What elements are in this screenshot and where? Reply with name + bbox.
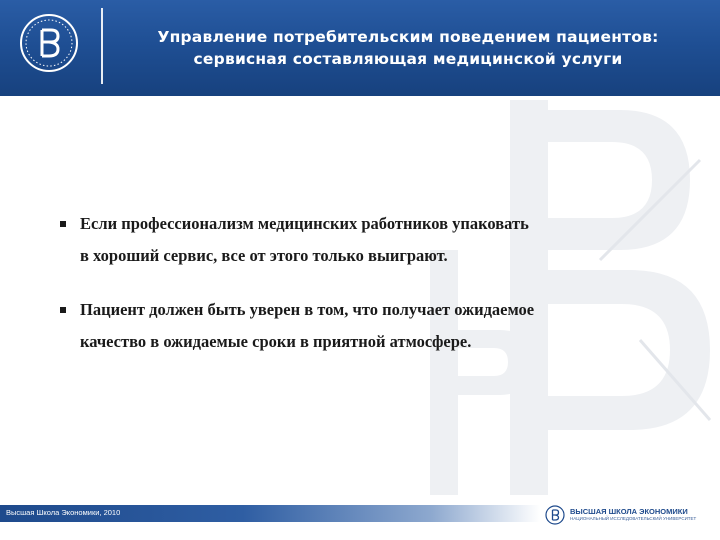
header-divider: [101, 8, 103, 84]
page-title: [112, 26, 704, 70]
bullet-line: Если профессионализм медицинских работников упаковать: [80, 214, 529, 233]
slide-body: [60, 208, 660, 380]
footer-brand-name: ВЫСШАЯ ШКОЛА ЭКОНОМИКИ: [570, 507, 688, 516]
hse-emblem-icon: [18, 12, 80, 74]
footer-bar: [0, 505, 540, 522]
square-bullet-icon: [60, 307, 66, 313]
square-bullet-icon: [60, 221, 66, 227]
bullet-line: в хороший сервис, все от этого только выиграют.: [80, 246, 448, 265]
bullet-item: [60, 208, 660, 272]
bullet-line: Пациент должен быть уверен в том, что получает ожидаемое: [80, 300, 535, 319]
slide-header: [0, 0, 720, 96]
title-line-2: сервисная составляющая медицинской услуги: [193, 50, 623, 68]
footer-brand: [570, 507, 718, 522]
slide-footer: [0, 505, 720, 540]
footer-copyright: Высшая Школа Экономики, 2010: [6, 508, 121, 517]
bullet-line: качество в ожидаемые сроки в приятной атмосфере.: [80, 332, 472, 351]
title-line-1: Управление потребительским поведением пациентов:: [157, 28, 659, 46]
footer-brand-subtitle: НАЦИОНАЛЬНЫЙ ИССЛЕДОВАТЕЛЬСКИЙ УНИВЕРСИТЕТ: [570, 516, 697, 521]
bullet-item: [60, 294, 660, 358]
hse-emblem-icon: [545, 505, 565, 525]
